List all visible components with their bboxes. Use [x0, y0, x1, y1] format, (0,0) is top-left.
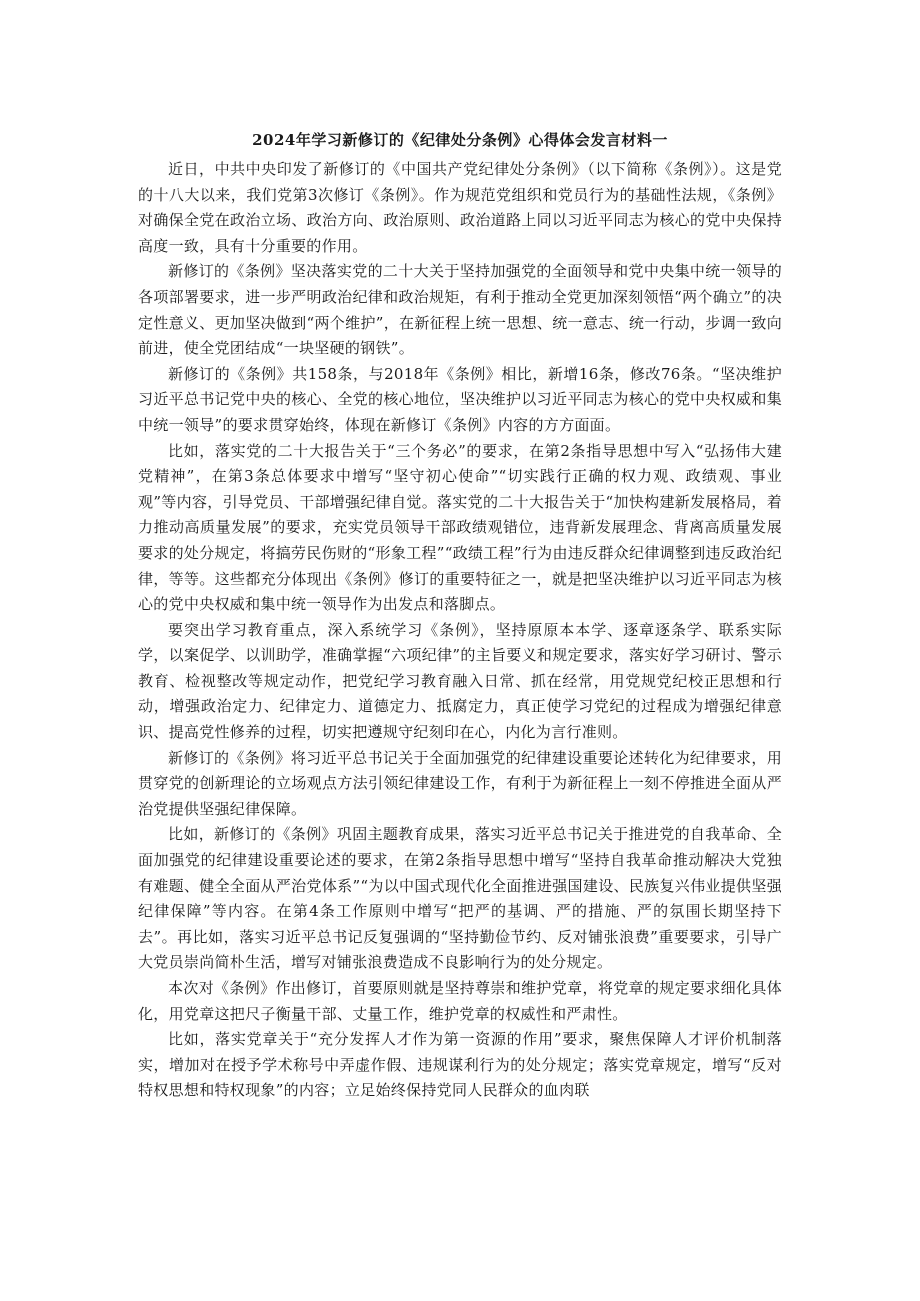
paragraph-8: 本次对《条例》作出修订，首要原则就是坚持尊崇和维护党章，将党章的规定要求细化具体化，用党章这把尺子衡量干部、丈量工作，维护党章的权威性和严肃性。: [138, 979, 782, 1023]
paragraph-1: 近日，中共中央印发了新修订的《中国共产党纪律处分条例》（以下简称《条例》）。这是党的十八大以来，我们党第3次修订《条例》。作为规范党组织和党员行为的基础性法规，《条例》对确保全党在政治立场、政治方向、政治原则、政治道路上同以习近平同志为核心的党中央保持高度一致，具有十分重要的作用。: [138, 160, 782, 255]
paragraph-3: 新修订的《条例》共158条，与2018年《条例》相比，新增16条，修改76条。“坚决维护习近平总书记党中央的核心、全党的核心地位，坚决维护以习近平同志为核心的党中央权威和集中统一领导”的要求贯穿始终，体现在新修订《条例》内容的方方面面。: [138, 364, 782, 434]
paragraph-6: 新修订的《条例》将习近平总书记关于全面加强党的纪律建设重要论述转化为纪律要求，用贯穿党的创新理论的立场观点方法引领纪律建设工作，有利于为新征程上一刻不停推进全面从严治党提供坚强纪律保障。: [138, 748, 782, 818]
paragraph-7: 比如，新修订的《条例》巩固主题教育成果，落实习近平总书记关于推进党的自我革命、全面加强党的纪律建设重要论述的要求，在第2条指导思想中增写“坚持自我革命推动解决大党独有难题、健全全面从严治党体系”“为以中国式现代化全面推进强国建设、民族复兴伟业提供坚强纪律保障”等内容。在第4条工作原则中增写“把严的基调、严的措施、严的氛围长期坚持下去”。再比如，落实习近平总书记反复强调的“坚持勤俭节约、反对铺张浪费”重要要求，引导广大党员崇尚简朴生活，增写对铺张浪费造成不良影响行为的处分规定。: [138, 825, 782, 972]
paragraph-4: 比如，落实党的二十大报告关于“三个务必”的要求，在第2条指导思想中写入“弘扬伟大建党精神”，在第3条总体要求中增写“坚守初心使命”“切实践行正确的权力观、政绩观、事业观”等内容，引导党员、干部增强纪律自觉。落实党的二十大报告关于“加快构建新发展格局，着力推动高质量发展”的要求，充实党员领导干部政绩观错位，违背新发展理念、背离高质量发展要求的处分规定，将搞劳民伤财的“形象工程”“政绩工程”行为由违反群众纪律调整到违反政治纪律，等等。这些都充分体现出《条例》修订的重要特征之一，就是把坚决维护以习近平同志为核心的党中央权威和集中统一领导作为出发点和落脚点。: [138, 441, 782, 614]
document-body: [138, 157, 782, 1104]
document-title: 2024年学习新修订的《纪律处分条例》心得体会发言材料一: [252, 131, 668, 149]
paragraph-9: 比如，落实党章关于“充分发挥人才作为第一资源的作用”要求，聚焦保障人才评价机制落实，增加对在授予学术称号中弄虚作假、违规谋利行为的处分规定；落实党章规定，增写“反对特权思想和特权现象”的内容；立足始终保持党同人民群众的血肉联: [138, 1030, 782, 1100]
paragraph-5: 要突出学习教育重点，深入系统学习《条例》，坚持原原本本学、逐章逐条学、联系实际学，以案促学、以训助学，准确掌握“六项纪律”的主旨要义和规定要求，落实好学习研讨、警示教育、检视整改等规定动作，把党纪学习教育融入日常、抓在经常，用党规党纪校正思想和行动，增强政治定力、纪律定力、道德定力、抵腐定力，真正使学习党纪的过程成为增强纪律意识、提高党性修养的过程，切实把遵规守纪刻印在心，内化为言行准则。: [138, 620, 782, 742]
paragraph-2: 新修订的《条例》坚决落实党的二十大关于坚持加强党的全面领导和党中央集中统一领导的各项部署要求，进一步严明政治纪律和政治规矩，有利于推动全党更加深刻领悟“两个确立”的决定性意义、更加坚决做到“两个维护”，在新征程上统一思想、统一意志、统一行动，步调一致向前进，使全党团结成“一块坚硬的钢铁”。: [138, 262, 782, 358]
